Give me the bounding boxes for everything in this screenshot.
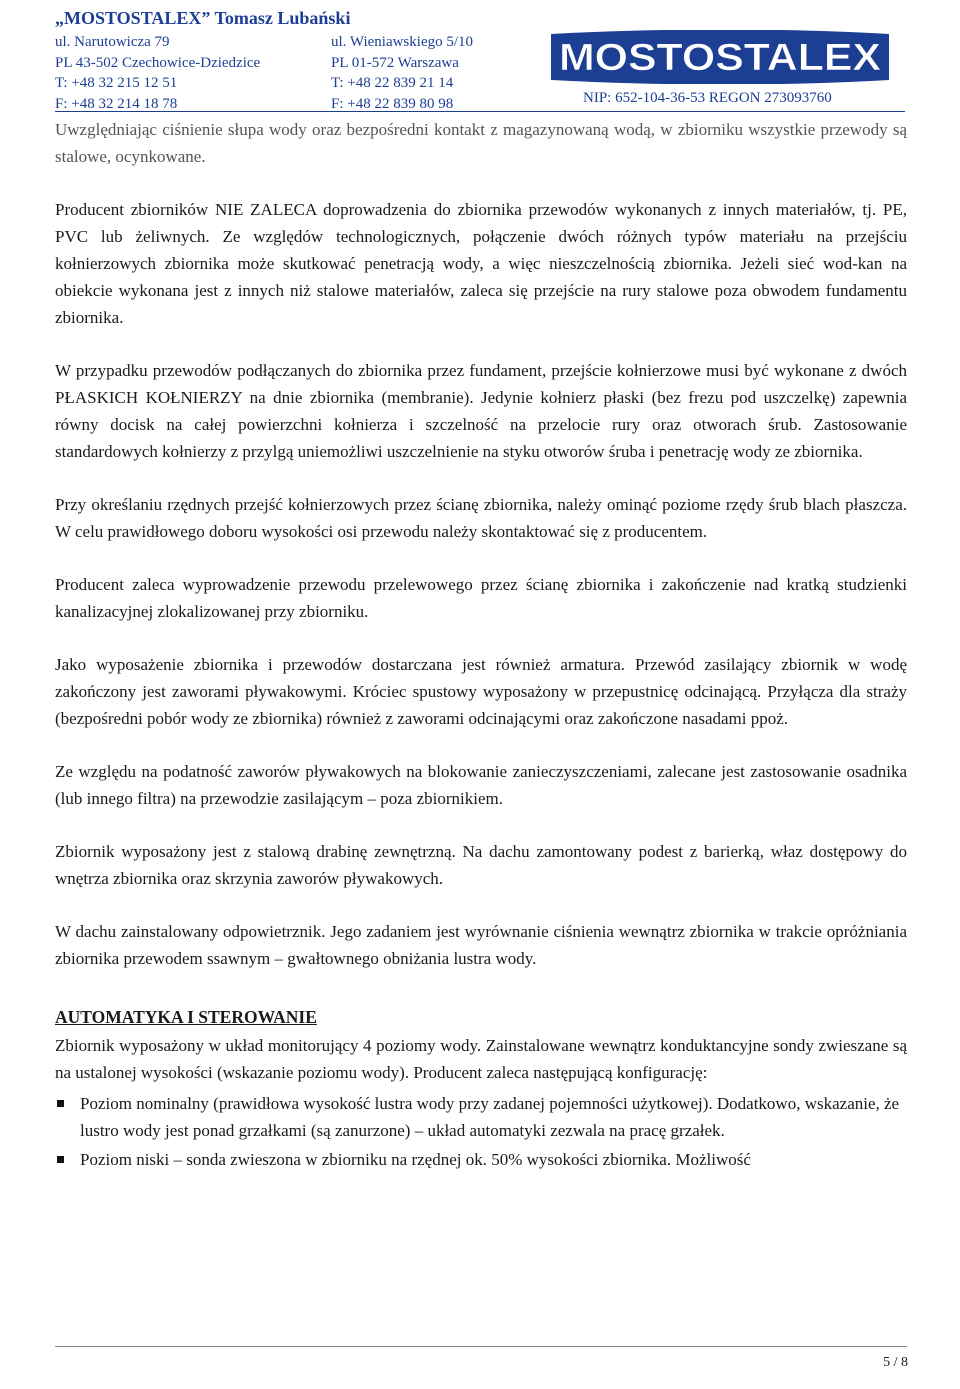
section-intro: Zbiornik wyposażony w układ monitorujący 4 poziomy wody. Zainstalowane wewnątrz konduktancyjne sondy zwieszane są na ustalonej wysokości (wskazanie poziomu wody). Producent zaleca następującą konfigurację:	[55, 1036, 907, 1082]
list-item	[55, 1146, 907, 1173]
list-item	[55, 1090, 907, 1144]
page-number: 5 / 8	[883, 1355, 908, 1370]
logo-text: MOSTOSTALEX	[559, 37, 882, 79]
address-line: PL 01-572 Warszawa	[331, 54, 459, 71]
address-line: ul. Narutowicza 79	[55, 34, 170, 50]
paragraph: W przypadku przewodów podłączanych do zbiornika przez fundament, przejście kołnierzowe musi być wykonane z dwóch PŁASKICH KOŁNIERZY na dnie zbiornika (membranie). Jedynie kołnierz płaski (bez frezu pod uszczelkę) zapewnia równy docisk na całej powierzchni kołnierza i szczelność na przelocie rury oraz otworach śrub. Zastosowanie standardowych kołnierzy z przylgą uniemożliwi uszczelnienie na styku otworów śruba i penetrację wody ze zbiornika.	[55, 361, 907, 461]
address-column-2	[331, 32, 473, 114]
paragraph: Producent zbiorników NIE ZALECA doprowadzenia do zbiornika przewodów wykonanych z innych materiałów, tj. PE, PVC lub żeliwnych. Ze względów technologicznych, połączenie dwóch różnych typów materiału na przejściu kołnierzowych zbiornika może skutkować penetracją wody, a więc nieszczelnością zbiornika. Jeżeli sieć wod-kan na obiekcie wykonana jest z innych niż stalowe materiałów, zaleca się przejście na rury stalowe poza obwodem fundamentu zbiornika.	[55, 200, 907, 327]
address-line: PL 43-502 Czechowice-Dziedzice	[55, 54, 261, 71]
footer-divider	[55, 1346, 907, 1347]
square-bullet-icon	[57, 1156, 64, 1163]
company-logo	[545, 30, 895, 84]
paragraph: Przy określaniu rzędnych przejść kołnierzowych przez ścianę zbiornika, należy ominąć poziome rzędy śrub blach płaszcza. W celu prawidłowego doboru wysokości osi przewodu należy skontaktować się z producentem.	[55, 495, 907, 541]
phone-line: T: +48 22 839 21 14	[331, 75, 454, 91]
paragraph: Jako wyposażenie zbiornika i przewodów dostarczana jest również armatura. Przewód zasilający zbiornik w wodę zakończony jest zaworami pływakowymi. Króciec spustowy wyposażony w przepustnicę odcinającą. Przyłącza dla straży (bezpośredni pobór wody ze zbiornika) również z zaworami odcinającymi oraz zakończone nasadami ppoż.	[55, 655, 907, 728]
section-heading: AUTOMATYKA I STEROWANIE	[55, 1007, 317, 1027]
header-divider	[55, 111, 905, 112]
phone-line: T: +48 32 215 12 51	[55, 75, 178, 91]
tax-id: NIP: 652-104-36-53 REGON 273093760	[583, 90, 832, 106]
bullet-list	[55, 1090, 907, 1173]
fax-line: F: +48 32 214 18 78	[55, 95, 178, 112]
paragraph: Ze względu na podatność zaworów pływakowych na blokowanie zanieczyszczeniami, zalecane jest zastosowanie osadnika (lub innego filtra) na przewodzie zasilającym – poza zbiornikiem.	[55, 762, 907, 808]
letterhead	[55, 0, 905, 112]
paragraph: Producent zaleca wyprowadzenie przewodu przelewowego przez ścianę zbiornika i zakończenie nad kratką studzienki kanalizacyjnej zlokalizowanej przy zbiorniku.	[55, 575, 907, 621]
list-item-text: Poziom niski – sonda zwieszona w zbiorniku na rzędnej ok. 50% wysokości zbiornika. Możliwość	[80, 1150, 751, 1169]
paragraph: Uwzględniając ciśnienie słupa wody oraz bezpośredni kontakt z magazynowaną wodą, w zbiorniku wszystkie przewody są stalowe, ocynkowane.	[55, 120, 907, 166]
document-body	[55, 116, 907, 1175]
paragraph: Zbiornik wyposażony jest z stalową drabinę zewnętrzną. Na dachu zamontowany podest z barierką, właz dostępowy do wnętrza zbiornika oraz skrzynia zaworów pływakowych.	[55, 842, 907, 888]
fax-line: F: +48 22 839 80 98	[331, 95, 454, 112]
paragraph: W dachu zainstalowany odpowietrznik. Jego zadaniem jest wyrównanie ciśnienia wewnątrz zbiornika w trakcie opróżniania zbiornika przewodem ssawnym – gwałtownego obniżania lustra wody.	[55, 922, 907, 968]
address-line: ul. Wieniawskiego 5/10	[331, 34, 474, 50]
list-item-text: Poziom nominalny (prawidłowa wysokość lustra wody przy zadanej pojemności użytkowej). Dodatkowo, wskazanie, że lustro wody jest ponad grzałkami (są zanurzone) – układ automatyki zezwala na pracę grzałek.	[80, 1094, 900, 1140]
address-column-1	[55, 32, 260, 114]
square-bullet-icon	[57, 1100, 64, 1107]
company-name: „MOSTOSTALEX” Tomasz Lubański	[55, 8, 351, 28]
